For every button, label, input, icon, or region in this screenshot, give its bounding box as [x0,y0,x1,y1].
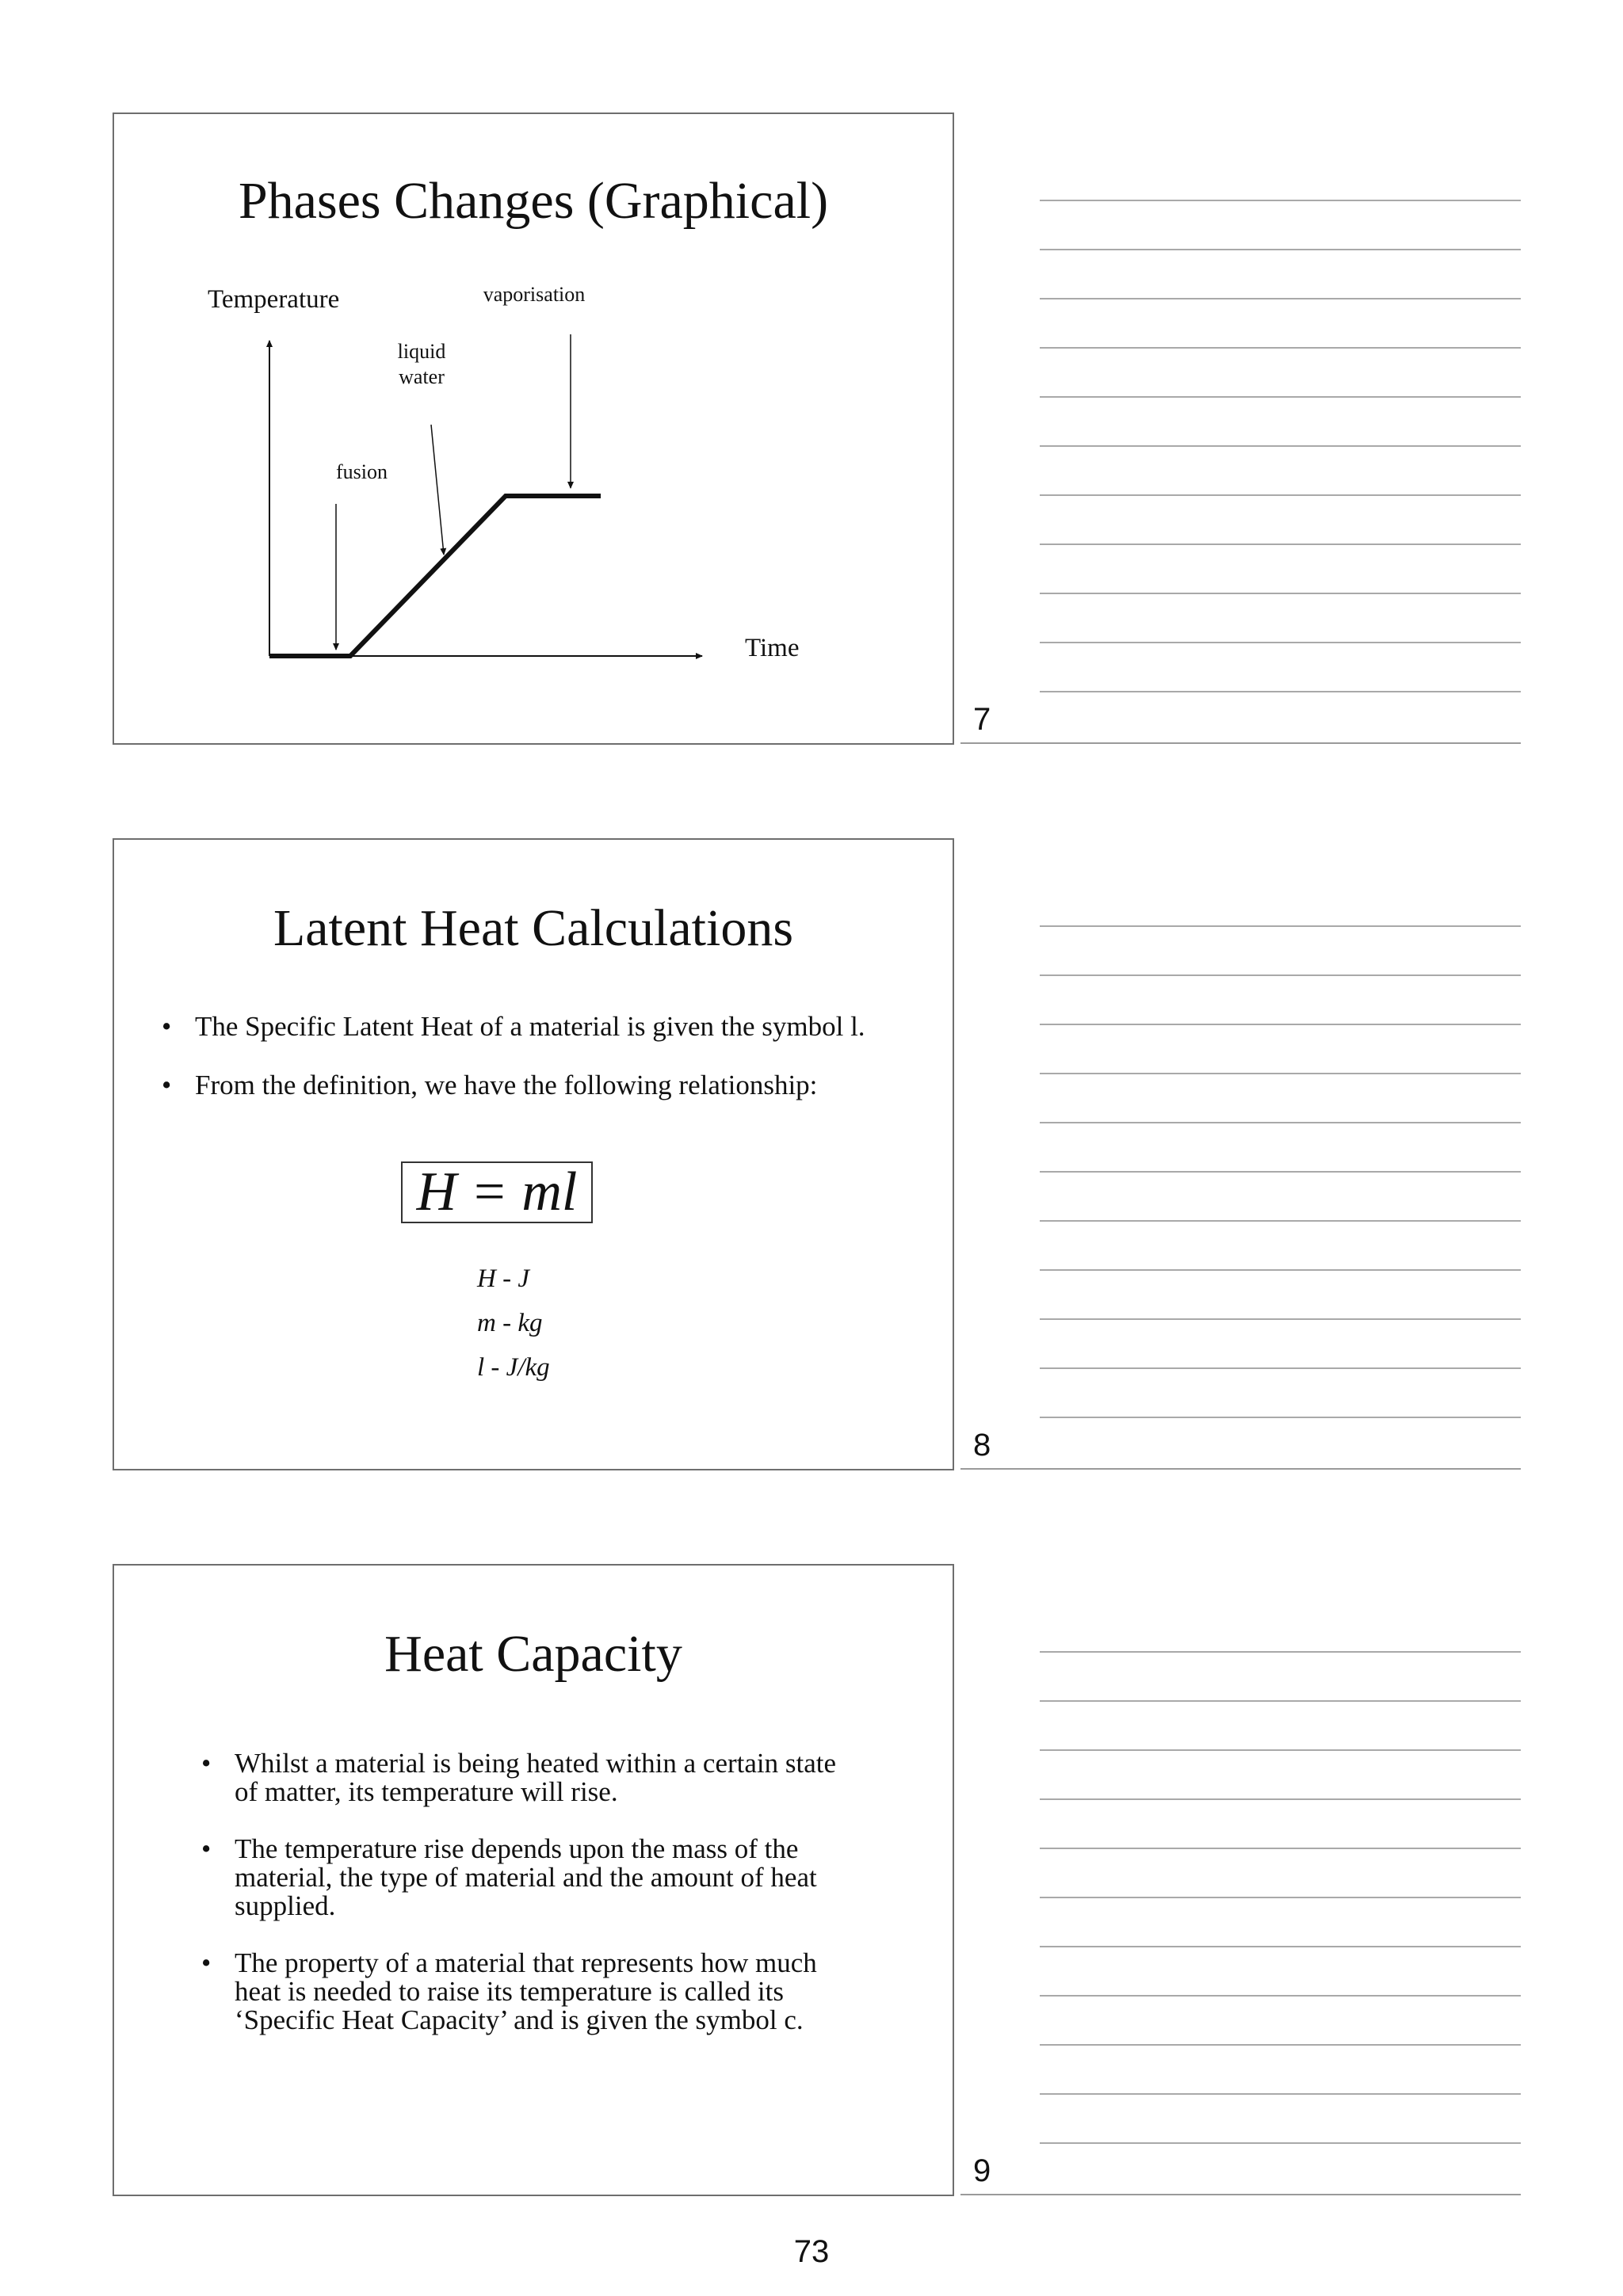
fusion-label: fusion [336,460,388,483]
units-list [477,1264,550,1398]
bullet-item [162,1013,922,1041]
temperature-curve [269,496,601,656]
liquid-label: liquid [397,340,446,363]
vaporisation-label: vaporisation [483,283,586,306]
bullet-line: supplied. [235,1890,336,1921]
bullet-dot: • [162,1070,172,1100]
unit-latent-heat: l - J/kg [477,1353,550,1382]
slide-number: 8 [973,1428,991,1463]
unit-heat: H - J [477,1264,529,1293]
note-line-bottom-9 [960,2194,1521,2195]
bullet-line: Whilst a material is being heated within a certain state [235,1748,837,1779]
bullet-item [162,1071,922,1100]
slide-title: Phases Changes (Graphical) [238,172,829,230]
liquid-water-arrow [431,425,444,555]
bullet-line: heat is needed to raise its temperature is called its [235,1976,784,2007]
unit-mass: m - kg [477,1309,543,1337]
phase-change-diagram [114,114,954,745]
bullet-item [201,1835,915,1920]
water-label: water [399,365,445,388]
bullet-dot: • [201,1833,212,1864]
bullet-item [201,1949,915,2035]
latent-heat-formula: H = ml [401,1161,593,1223]
bullet-dot: • [162,1011,172,1042]
bullet-line: ‘Specific Heat Capacity’ and is given the symbol c. [235,2004,804,2035]
bullet-list [201,1749,915,2035]
slide-8 [113,838,954,1470]
bullet-line: The property of a material that represents how much [235,1947,817,1978]
bullet-line: of matter, its temperature will rise. [235,1776,618,1807]
slide-number: 7 [973,702,991,737]
slide-title: Heat Capacity [384,1625,682,1683]
bullet-list [162,1013,922,1100]
bullet-item [201,1749,915,1806]
bullet-dot: • [201,1748,212,1779]
note-line-bottom-7 [960,742,1521,744]
y-axis-label: Temperature [208,285,340,314]
slide-title: Latent Heat Calculations [273,899,794,957]
bullet-line: material, the type of material and the amount of heat [235,1862,817,1893]
slide-7 [113,113,954,745]
bullet-text: From the definition, we have the following relationship: [195,1070,818,1100]
bullet-text: The Specific Latent Heat of a material is given the symbol l. [195,1011,865,1042]
x-axis-label: Time [745,634,800,662]
slide-9 [113,1564,954,2196]
note-line-bottom-8 [960,1468,1521,1470]
slide-number: 9 [973,2153,991,2188]
page-number: 73 [793,2234,830,2269]
bullet-line: The temperature rise depends upon the mass of the [235,1833,799,1864]
bullet-dot: • [201,1947,212,1978]
